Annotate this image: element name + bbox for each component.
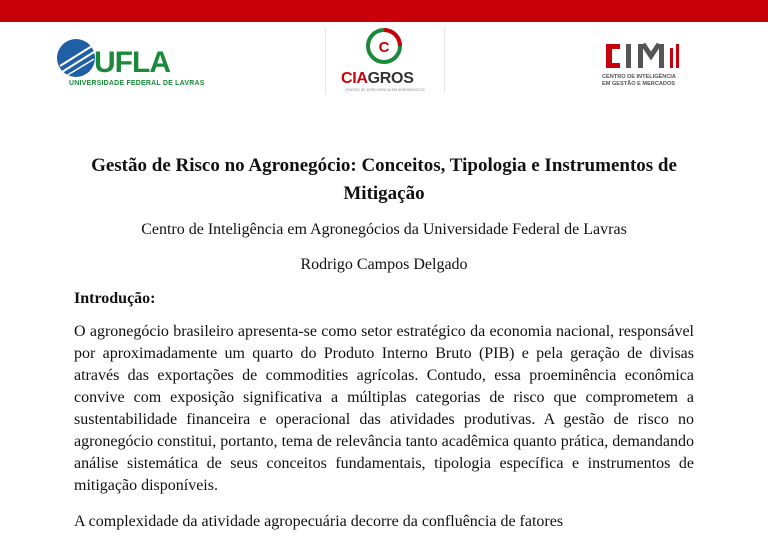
document-organization: Centro de Inteligência em Agronegócios da Universidade Federal de Lavras [141, 221, 627, 238]
paragraph-1: O agronegócio brasileiro apresenta-se como setor estratégico da economia nacional, responsável por aproximadamente um quarto do Produto Interno Bruto (PIB) e pela geração de divisas através das exportações de commodities agrícolas. Contudo, essa proeminência econômica convive com exposição significativa a múltiplas categorias de risco que comprometem a sustentabilidade financeira e operacional das atividades produtivas. A gestão de risco no agronegócio constitui, portanto, tema de relevância tanto acadêmica quanto prática, demandando análise sistemática de seus conceitos fundamentais, tipologia específica e instrumentos de mitigação disponíveis. [74, 323, 694, 494]
header-divider [444, 28, 445, 94]
svg-text:UFLA: UFLA [94, 46, 170, 79]
section-heading: Introdução: [74, 290, 156, 307]
ciagros-subtitle: CENTRO DE INTELIGÊNCIA EM AGRONEGÓCIO [345, 88, 425, 92]
header-divider [325, 28, 326, 94]
header-red-bar [0, 0, 768, 22]
svg-text:C: C [378, 39, 390, 56]
ufla-caption: UNIVERSIDADE FEDERAL DE LAVRAS [69, 80, 205, 87]
cim-caption: CENTRO DE INTELIGÊNCIA EM GESTÃO E MERCADOS [602, 74, 676, 87]
cim-logo [604, 40, 690, 70]
document-title: Gestão de Risco no Agronegócio: Conceitos, Tipologia e Instrumentos de Mitigação [91, 155, 677, 204]
paragraph-2: A complexidade da atividade agropecuária decorre da confluência de fatores [74, 513, 564, 530]
ciagros-name: CIAGROS [341, 70, 414, 87]
document-author: Rodrigo Campos Delgado [300, 256, 468, 273]
